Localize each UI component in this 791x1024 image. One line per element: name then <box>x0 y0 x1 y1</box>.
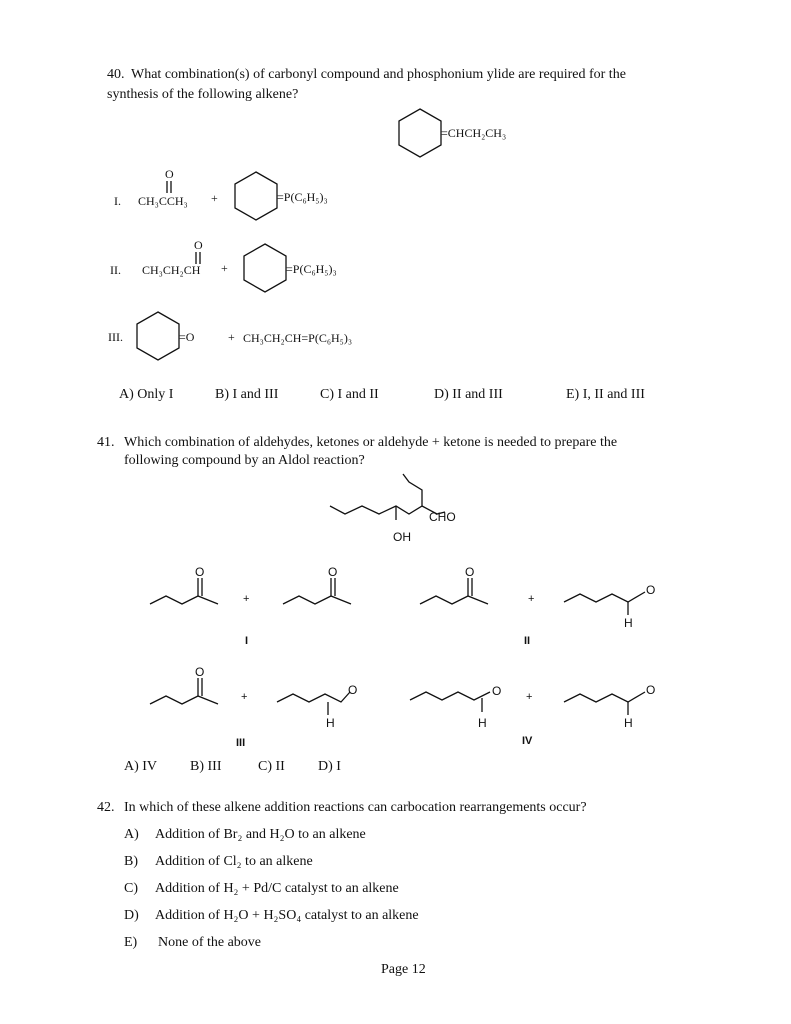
q41-atom-o: O <box>195 665 205 679</box>
q41-choice-c[interactable]: C) II <box>258 759 285 774</box>
q41-text-line2: following compound by an Aldol reaction? <box>124 453 365 468</box>
q41-atom-o: O <box>492 684 502 698</box>
q40-row1-left: CH₃CCH₃ <box>138 194 188 208</box>
q42-option-text: Addition of H₂ + Pd/C catalyst to an alkene <box>155 881 399 896</box>
carbonyl-oxygen: O <box>194 238 203 252</box>
q42-option-text: None of the above <box>158 935 262 950</box>
q41-choice-a[interactable]: A) IV <box>124 759 158 774</box>
q41-atom-o: O <box>646 583 656 597</box>
q40-choice-b[interactable]: B) I and III <box>215 387 279 402</box>
q40-choice-e[interactable]: E) I, II and III <box>566 387 645 402</box>
q41-product-structure <box>325 470 495 550</box>
q41-atom-h: H <box>326 716 335 730</box>
plus-sign: + <box>526 691 533 703</box>
q40-row2-roman: II. <box>110 263 121 277</box>
plus-sign: + <box>528 593 535 605</box>
q40-row2-right: =P(C₆H₅)₃ <box>286 262 337 276</box>
q40-row2-left: CH₃CH₂CH <box>142 263 201 277</box>
q41-label-ii: II <box>524 635 531 647</box>
q40-row3-left: =O <box>179 330 195 344</box>
q42-option-letter: D) <box>124 908 139 923</box>
q42-option-letter: C) <box>124 881 138 896</box>
q42-option-letter: E) <box>124 935 138 950</box>
page-number: Page 12 <box>381 962 426 977</box>
q41-label-iii: III <box>236 737 246 749</box>
q41-atom-o: O <box>348 683 358 697</box>
q41-label-i: I <box>245 635 249 647</box>
q40-row3-roman: III. <box>108 330 123 344</box>
q40-row1-structure <box>134 160 374 230</box>
q41-atom-h: H <box>624 716 633 730</box>
q41-choice-d[interactable]: D) I <box>318 759 341 774</box>
q40-choice-d[interactable]: D) II and III <box>434 387 503 402</box>
q41-atom-h: H <box>478 716 487 730</box>
q41-atom-o: O <box>195 565 205 579</box>
q41-cho-label: CHO <box>429 510 456 524</box>
q40-number: 40. <box>107 67 125 82</box>
plus-sign: + <box>221 261 228 275</box>
q41-atom-o: O <box>328 565 338 579</box>
q40-row3-right: CH₃CH₂CH=P(C₆H₅)₃ <box>243 331 353 345</box>
q40-product-substituent: =CHCH₂CH₃ <box>441 126 507 140</box>
q41-options-row2 <box>140 660 680 750</box>
q40-product-structure <box>395 105 545 165</box>
q42-option-letter: B) <box>124 854 138 869</box>
plus-sign: + <box>228 330 235 344</box>
q40-text-line1: What combination(s) of carbonyl compound and phosphonium ylide are required for the <box>131 67 626 82</box>
plus-sign: + <box>243 593 250 605</box>
q40-choice-a[interactable]: A) Only I <box>119 387 174 402</box>
q40-row2-structure <box>140 232 380 302</box>
q41-oh-label: OH <box>393 530 411 544</box>
q40-row3-structure <box>132 308 412 368</box>
q42-option-letter: A) <box>124 827 139 842</box>
plus-sign: + <box>241 691 248 703</box>
q42-text: In which of these alkene addition reactions can carbocation rearrangements occur? <box>124 800 587 815</box>
q40-row1-right: =P(C₆H₅)₃ <box>277 190 328 204</box>
q41-choice-b[interactable]: B) III <box>190 759 222 774</box>
plus-sign: + <box>211 191 218 205</box>
q41-atom-h: H <box>624 616 633 630</box>
q41-options-row1 <box>140 560 680 650</box>
q40-text-line2: synthesis of the following alkene? <box>107 87 299 102</box>
q40-row1-roman: I. <box>114 194 121 208</box>
carbonyl-oxygen: O <box>165 167 174 181</box>
q41-text-line1: Which combination of aldehydes, ketones or aldehyde + ketone is needed to prepare the <box>124 435 618 450</box>
q40-choice-c[interactable]: C) I and II <box>320 387 379 402</box>
q42-option-text: Addition of Cl₂ to an alkene <box>155 854 313 869</box>
q42-option-text: Addition of Br₂ and H₂O to an alkene <box>155 827 366 842</box>
q41-atom-o: O <box>465 565 475 579</box>
q41-atom-o: O <box>646 683 656 697</box>
q41-number: 41. <box>97 435 115 450</box>
q42-option-text: Addition of H₂O + H₂SO₄ catalyst to an alkene <box>155 908 419 923</box>
q41-label-iv: IV <box>522 735 533 747</box>
q42-number: 42. <box>97 800 115 815</box>
